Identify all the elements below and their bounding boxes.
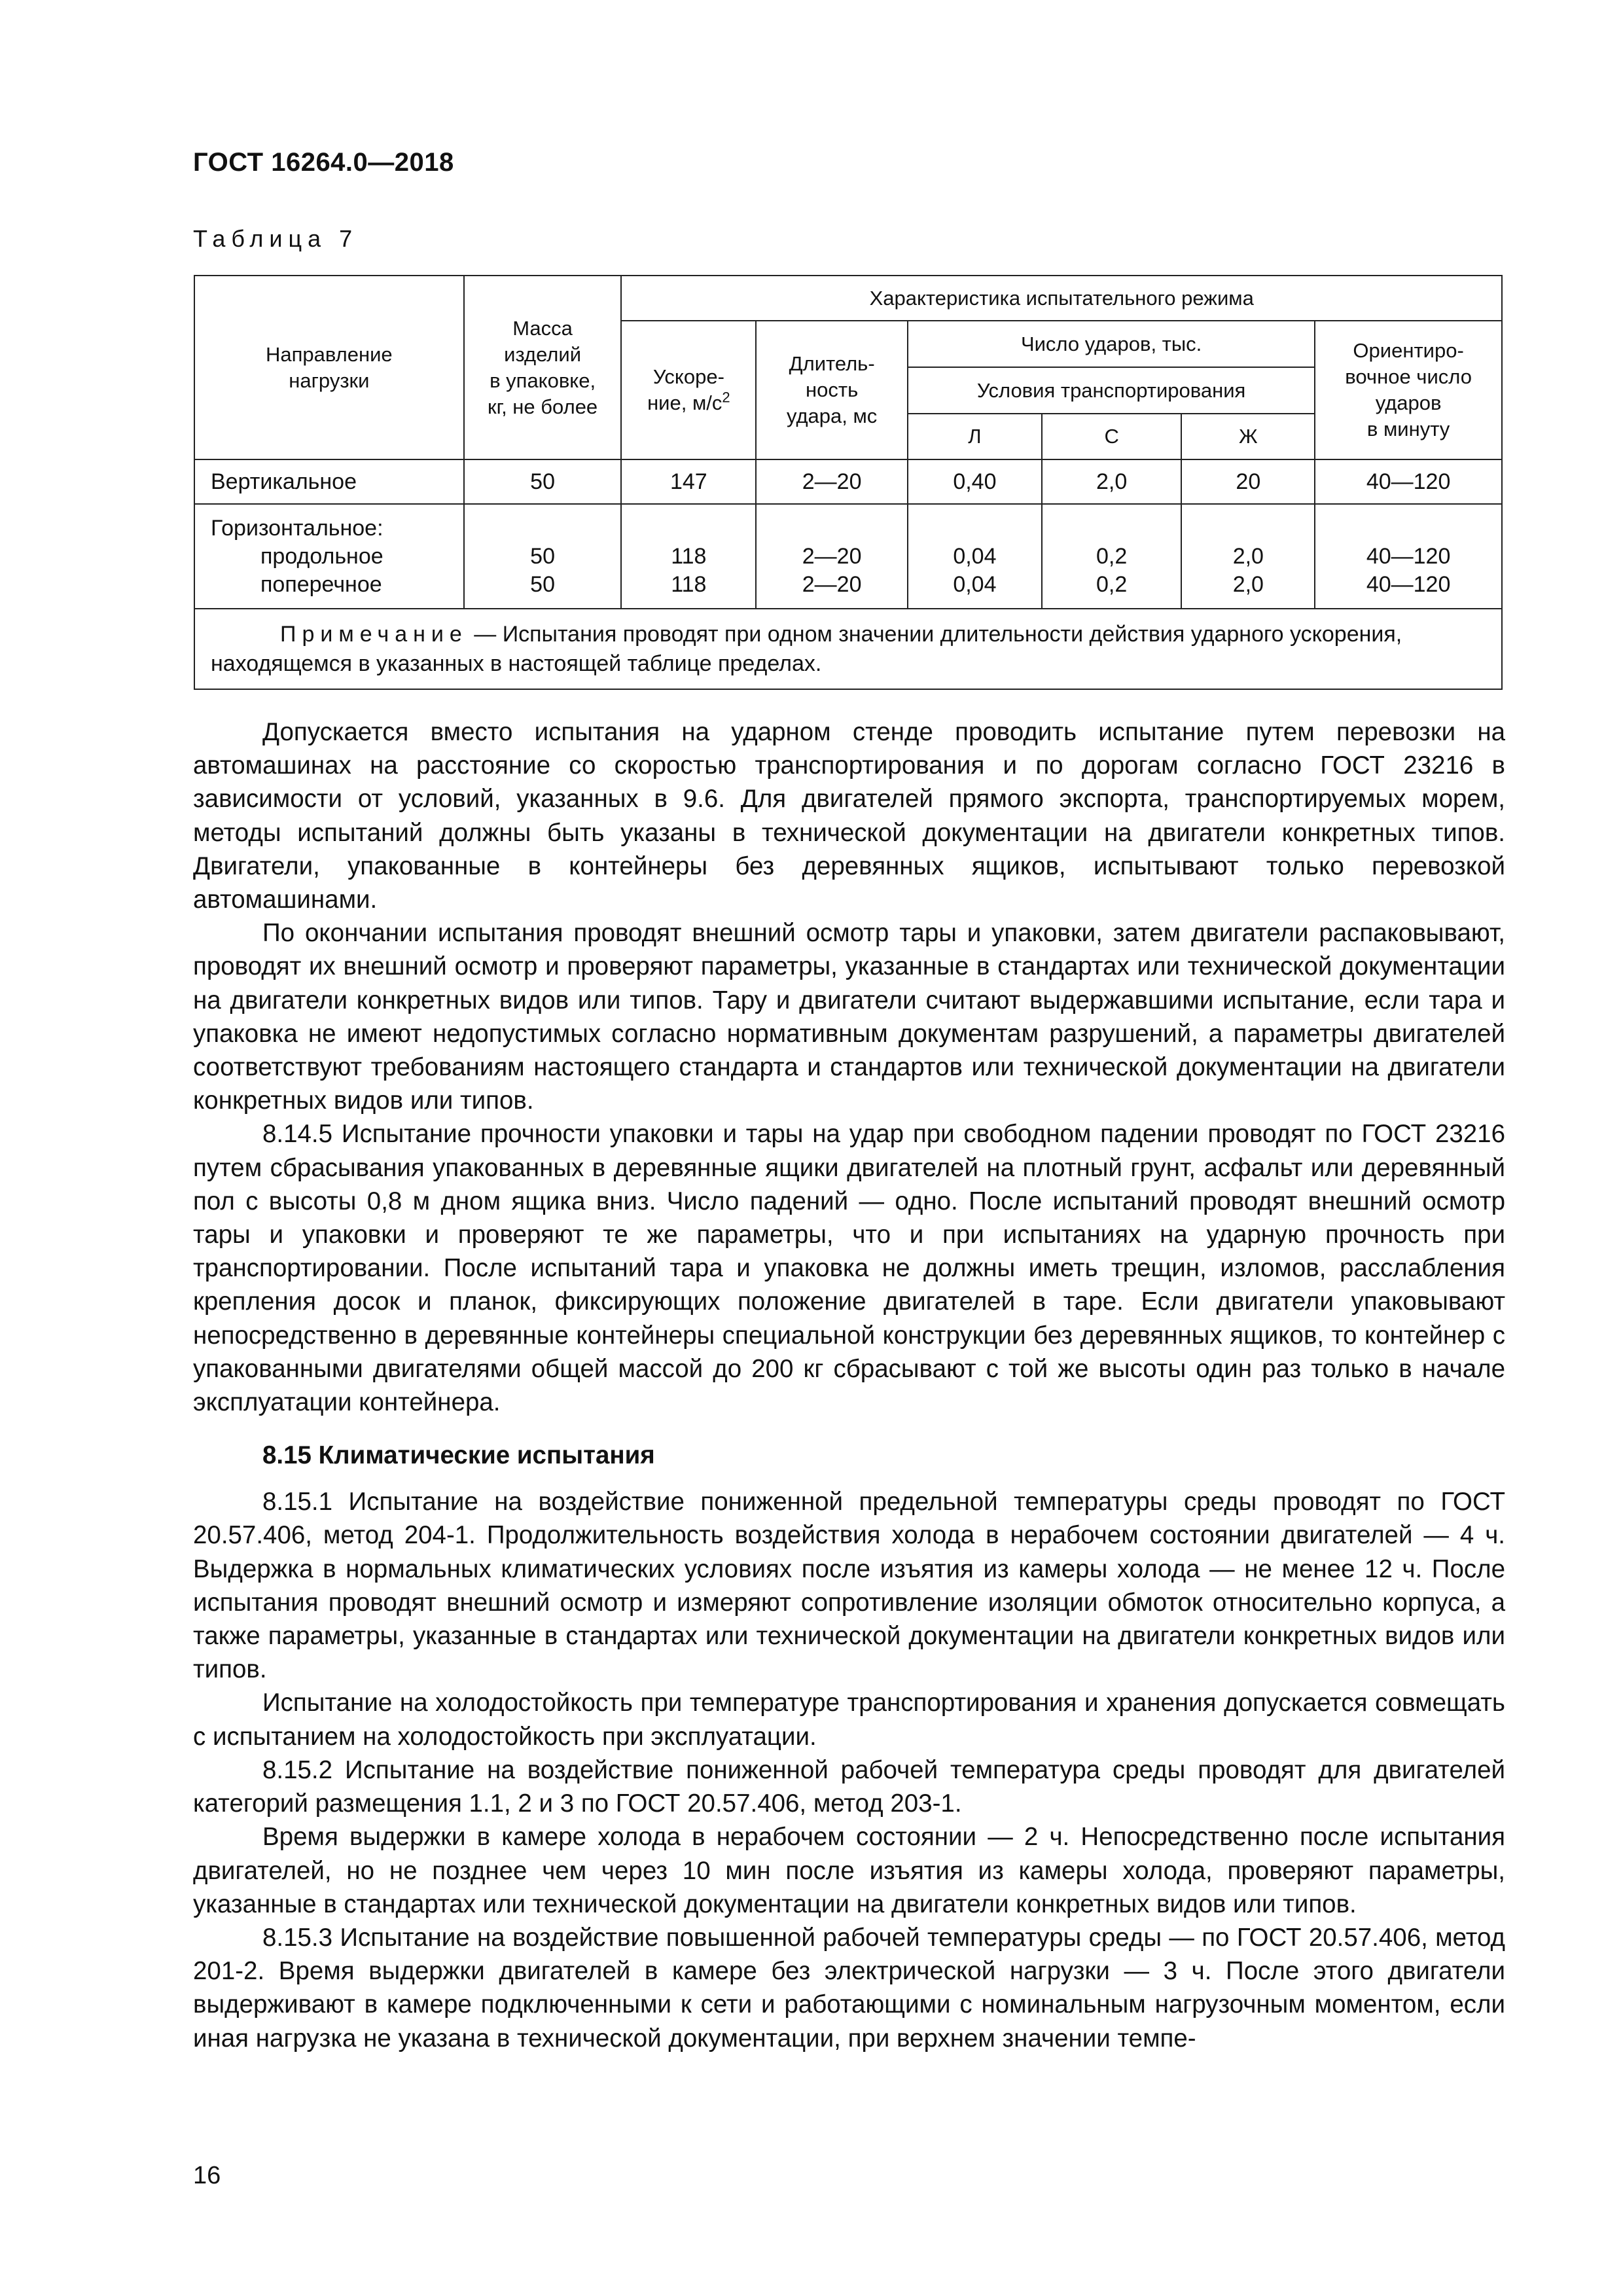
header-direction	[194, 276, 464, 459]
cell-value: 2—20	[802, 543, 862, 569]
header-condition-s: С	[1042, 414, 1182, 459]
cell-shocks-zh	[1181, 504, 1315, 609]
cell-shocks-s: 2,0	[1042, 459, 1182, 504]
table-caption: Таблица 7	[193, 225, 359, 252]
cell-value: 0,04	[953, 543, 997, 569]
row-label-transverse: поперечное	[260, 571, 382, 597]
paragraph: 8.15.2 Испытание на воздействие пониженной рабочей температура среды проводят для двигателей категорий размещения 1.1, 2 и 3 по ГОСТ 20.57.406, метод 203-1.	[193, 1755, 1505, 1818]
paragraph: Допускается вместо испытания на ударном стенде проводить испытание путем перевозки на автомашинах на расстояние со скоростью транспортирования и по дорогам согласно ГОСТ 23216 в зависимости от условий, указанных в 9.6. Для двигателей прямого экспорта, транспортируемых морем, методы испытаний должны быть указаны в технической документации на двигатели конкретных типов. Двигатели, упакованные в контейнеры без деревянных ящиков, испытывают только перевозкой автомашинами.	[193, 718, 1505, 914]
cell-shocks-l: 0,40	[908, 459, 1042, 504]
header-direction-line: нагрузки	[289, 368, 370, 392]
cell-mass	[464, 504, 622, 609]
header-duration	[756, 321, 908, 459]
cell-shocks-s	[1042, 504, 1182, 609]
cell-value: 40—120	[1366, 571, 1451, 597]
page-number: 16	[193, 2162, 221, 2189]
header-accel-superscript: 2	[722, 389, 730, 406]
header-duration-line: ность	[806, 378, 859, 401]
cell-rate	[1315, 504, 1502, 609]
cell-value: 2—20	[802, 571, 862, 597]
header-shock-count: Число ударов, тыс.	[908, 321, 1315, 367]
paragraph: Испытание на холодостойкость при температуре транспортирования и хранения допускается совмещать с испытанием на холодостойкость при эксплуатации.	[193, 1689, 1505, 1751]
header-row	[194, 276, 1502, 321]
header-mass	[464, 276, 622, 459]
cell-shocks-l	[908, 504, 1042, 609]
cell-acceleration	[621, 504, 756, 609]
note-row	[194, 609, 1502, 689]
cell-value: 0,2	[1096, 543, 1128, 569]
cell-shocks-zh: 20	[1181, 459, 1315, 504]
header-direction-line: Направление	[266, 342, 393, 366]
paragraph: 8.15.1 Испытание на воздействие пониженной предельной температуры среды проводят по ГОСТ 20.57.406, метод 204-1. Продолжительность воздействия холода в нерабочем состоянии двигателей — 4 ч. Выдержка в нормальных климатических условиях после изъятия из камеры холода — не менее 12 ч. После испытания проводят внешний осмотр и измеряют сопротивление изоляции обмоток относительно корпуса, а также параметры, указанные в стандартах или технической документации на двигатели конкретных видов или типов.	[193, 1488, 1505, 1684]
header-rate-line: ударов	[1375, 391, 1442, 414]
row-label-horizontal	[194, 504, 464, 609]
cell-value: 118	[671, 543, 707, 569]
paragraph: 8.14.5 Испытание прочности упаковки и тары на удар при свободном падении проводят по ГОСТ 23216 путем сбрасывания упакованных в деревянные ящики двигателей на плотный грунт, асфальт или деревянный пол с высоты 0,8 м дном ящика вниз. Число падений — одно. После испытаний проводят внешний осмотр тары и упаковки и проверяют те же параметры, что и при испытаниях на ударную прочность при транспортировании. После испытаний тара и упаковка не должны иметь трещин, изломов, расслабления крепления досок и планок, фиксирующих положение двигателей в таре. Если двигатели упаковывают непосредственно в деревянные контейнеры специальной конструкции без деревянных ящиков, то контейнер с упакованными двигателями общей массой до 200 кг сбрасывают с той же высоты один раз только в начале эксплуатации контейнера.	[193, 1120, 1505, 1417]
header-rate-line: в минуту	[1366, 418, 1450, 440]
header-rate-line: Ориентиро-	[1353, 339, 1464, 362]
cell-value: 50	[530, 571, 555, 597]
section-heading: 8.15 Климатические испытания	[262, 1441, 655, 1470]
paragraph: 8.15.3 Испытание на воздействие повышенной рабочей температуры среды — по ГОСТ 20.57.406, метод 201-2. Время выдержки двигателей в камере без электрической нагрузки — 3 ч. После этого двигатели выдерживают в камере подключенными к сети и работающими с номинальным нагрузочным моментом, если иная нагрузка не указана в технической документации, при верхнем значении темпе-	[193, 1923, 1505, 2053]
cell-acceleration: 147	[621, 459, 756, 504]
paragraph: Время выдержки в камере холода в нерабочем состоянии — 2 ч. Непосредственно после испытания двигателей, но не позднее чем через 10 мин после изъятия из камеры холода, проверяют параметры, указанные в стандартах или технической документации на двигатели конкретных видов или типов.	[193, 1823, 1505, 1918]
header-mass-line: Масса	[512, 316, 573, 340]
cell-duration	[756, 504, 908, 609]
cell-value: 50	[530, 543, 555, 569]
cell-value: 2,0	[1232, 543, 1264, 569]
table-row	[194, 459, 1502, 504]
cell-value: 0,04	[953, 571, 997, 597]
table-note	[194, 609, 1502, 689]
header-mass-line: кг, не более	[488, 395, 598, 418]
cell-value: 118	[671, 571, 707, 597]
header-condition-l: Л	[908, 414, 1042, 459]
test-mode-table	[194, 275, 1503, 690]
header-acceleration	[621, 321, 756, 459]
header-mass-line: изделий	[504, 342, 582, 366]
table-row	[194, 504, 1502, 609]
paragraph: По окончании испытания проводят внешний осмотр тары и упаковки, затем двигатели распаковывают, проводят их внешний осмотр и проверяют параметры, указанные в стандартах или технической документации на двигатели конкретных видов или типов. Тару и двигатели считают выдержавшими испытание, если тара и упаковка не имеют недопустимых согласно нормативным документам разрушений, а параметры двигателей соответствуют требованиям настоящего стандарта и стандартов или технической документации на двигатели конкретных видов или типов.	[193, 919, 1505, 1115]
header-rate-line: вочное число	[1345, 365, 1472, 388]
cell-mass: 50	[464, 459, 622, 504]
header-characteristic: Характеристика испытательного режима	[621, 276, 1502, 321]
row-label-horizontal-title: Горизонтальное:	[211, 515, 383, 541]
note-text: — Испытания проводят при одном значении длительности действия ударного ускорения, находящемся в указанных в настоящей таблице пределах.	[211, 621, 1402, 676]
cell-rate: 40—120	[1315, 459, 1502, 504]
header-accel-line	[626, 390, 751, 416]
cell-duration: 2—20	[756, 459, 908, 504]
cell-value: 40—120	[1366, 543, 1451, 569]
header-transport-conditions: Условия транспортирования	[908, 367, 1315, 414]
note-label: Примечание	[280, 621, 468, 647]
header-condition-zh: Ж	[1181, 414, 1315, 459]
header-accel-unit: ние, м/с	[647, 391, 722, 414]
row-label-vertical: Вертикальное	[194, 459, 464, 504]
header-mass-line: в упаковке,	[490, 368, 596, 392]
body-text	[193, 715, 1505, 2055]
header-duration-line: удара, мс	[786, 404, 878, 427]
cell-value: 0,2	[1096, 571, 1128, 597]
header-duration-line: Длитель-	[789, 352, 875, 375]
header-accel-line: Ускоре-	[652, 365, 724, 388]
row-label-longitudinal: продольное	[260, 543, 383, 569]
cell-value: 2,0	[1232, 571, 1264, 597]
document-code: ГОСТ 16264.0—2018	[193, 148, 454, 177]
header-shock-rate	[1315, 321, 1502, 459]
